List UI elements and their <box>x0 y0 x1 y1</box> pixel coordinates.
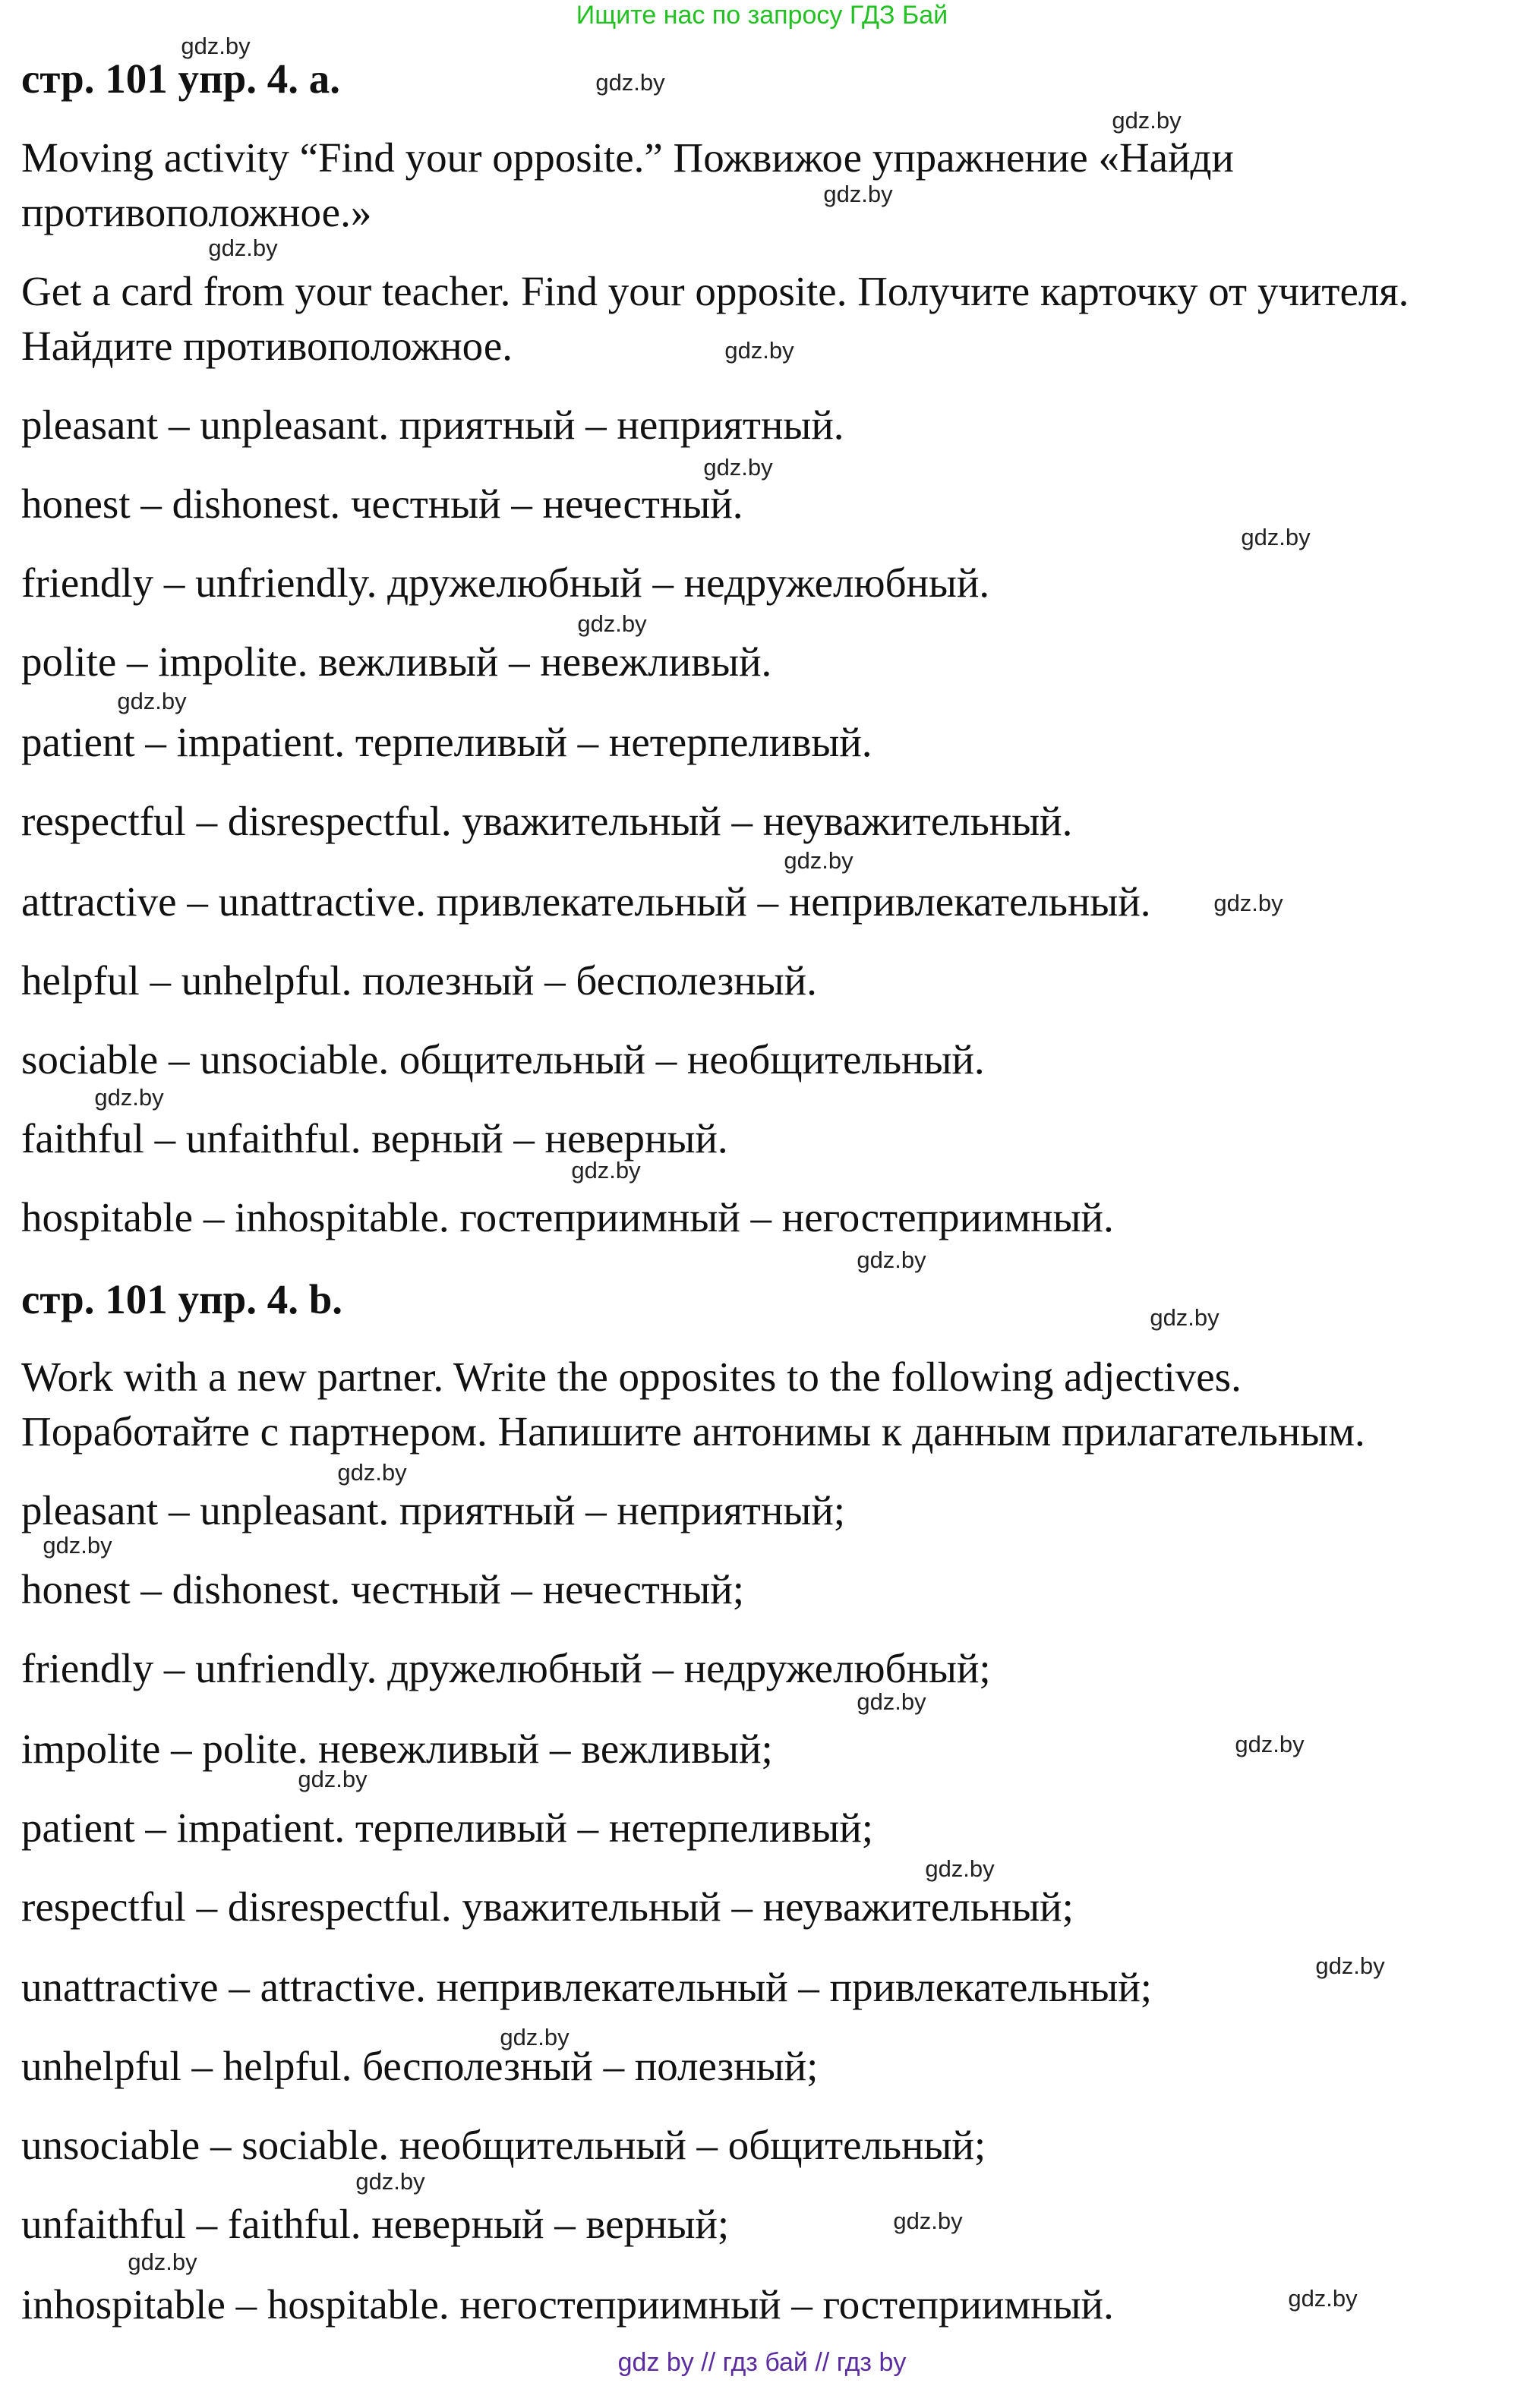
antonym-pair: faithful – unfaithful. верный – неверный. <box>21 1115 728 1161</box>
antonym-pair: pleasant – unpleasant. приятный – неприятный. <box>21 402 844 448</box>
antonym-pair: friendly – unfriendly. дружелюбный – недружелюбный. <box>21 559 990 606</box>
section-a-intro-line: Get a card from your teacher. Find your opposite. Получите карточку от учителя. <box>21 268 1409 314</box>
antonym-pair: friendly – unfriendly. дружелюбный – недружелюбный; <box>21 1645 991 1691</box>
section-b-intro-line: Поработайте с партнером. Напишите антонимы к данным прилагательным. <box>21 1408 1365 1455</box>
antonym-pair: respectful – disrespectful. уважительный – неуважительный. <box>21 798 1073 844</box>
watermark: gdz.by <box>857 1247 926 1273</box>
watermark: gdz.by <box>703 454 773 481</box>
watermark: gdz.by <box>94 1084 164 1111</box>
watermark: gdz.by <box>337 1459 407 1486</box>
watermark: gdz.by <box>128 2249 197 2275</box>
antonym-pair: honest – dishonest. честный – нечестный. <box>21 481 743 527</box>
watermark: gdz.by <box>1235 1731 1305 1757</box>
section-a-intro-line: противоположное.» <box>21 189 372 235</box>
watermark: gdz.by <box>298 1766 368 1792</box>
watermark: gdz.by <box>1112 107 1182 134</box>
watermark: gdz.by <box>724 337 794 364</box>
search-banner[interactable]: Ищите нас по запросу ГДЗ Бай <box>576 1 948 30</box>
antonym-pair: honest – dishonest. честный – нечестный; <box>21 1566 745 1612</box>
section-b-intro-line: Work with a new partner. Write the opposites to the following adjectives. <box>21 1354 1242 1400</box>
antonym-pair: unsociable – sociable. необщительный – общительный; <box>21 2122 986 2168</box>
antonym-pair: inhospitable – hospitable. негостеприимный – гостеприимный. <box>21 2281 1114 2328</box>
watermark: gdz.by <box>181 33 251 59</box>
watermark: gdz.by <box>1315 1953 1385 1979</box>
section-a-intro-line: Moving activity “Find your opposite.” Пожвижое упражнение «Найди <box>21 134 1234 181</box>
watermark: gdz.by <box>1288 2285 1358 2312</box>
watermark: gdz.by <box>595 69 665 96</box>
watermark: gdz.by <box>823 181 893 207</box>
watermark: gdz.by <box>117 688 187 714</box>
watermark: gdz.by <box>857 1688 926 1715</box>
watermark: gdz.by <box>355 2168 425 2195</box>
watermark: gdz.by <box>784 847 854 874</box>
watermark: gdz.by <box>571 1157 641 1184</box>
antonym-pair: hospitable – inhospitable. гостеприимный – негостеприимный. <box>21 1194 1114 1240</box>
antonym-pair: unattractive – attractive. непривлекательный – привлекательный; <box>21 1964 1153 2010</box>
antonym-pair: unhelpful – helpful. бесполезный – полезный; <box>21 2043 819 2089</box>
section-a-heading: стр. 101 упр. 4. а. <box>21 55 340 102</box>
antonym-pair: polite – impolite. вежливый – невежливый. <box>21 638 772 685</box>
watermark: gdz.by <box>500 2024 570 2050</box>
watermark: gdz.by <box>1241 524 1311 550</box>
watermark: gdz.by <box>1213 890 1283 916</box>
antonym-pair: patient – impatient. терпеливый – нетерпеливый. <box>21 719 872 765</box>
watermark: gdz.by <box>925 1855 995 1882</box>
footer-links[interactable]: gdz by // гдз бай // гдз by <box>617 2348 907 2377</box>
antonym-pair: patient – impatient. терпеливый – нетерпеливый; <box>21 1804 874 1851</box>
watermark: gdz.by <box>577 610 647 637</box>
antonym-pair: sociable – unsociable. общительный – необщительный. <box>21 1036 985 1083</box>
watermark: gdz.by <box>43 1532 112 1559</box>
section-b-heading: стр. 101 упр. 4. b. <box>21 1276 343 1322</box>
watermark: gdz.by <box>893 2208 963 2234</box>
antonym-pair: pleasant – unpleasant. приятный – неприятный; <box>21 1487 846 1533</box>
watermark: gdz.by <box>208 235 278 261</box>
antonym-pair: impolite – polite. невежливый – вежливый; <box>21 1726 773 1772</box>
antonym-pair: respectful – disrespectful. уважительный – неуважительный; <box>21 1883 1074 1930</box>
antonym-pair: attractive – unattractive. привлекательный – непривлекательный. <box>21 878 1151 925</box>
antonym-pair: unfaithful – faithful. неверный – верный; <box>21 2201 730 2247</box>
section-a-intro-line: Найдите противоположное. <box>21 323 513 369</box>
watermark: gdz.by <box>1150 1304 1220 1331</box>
antonym-pair: helpful – unhelpful. полезный – бесполезный. <box>21 957 817 1004</box>
